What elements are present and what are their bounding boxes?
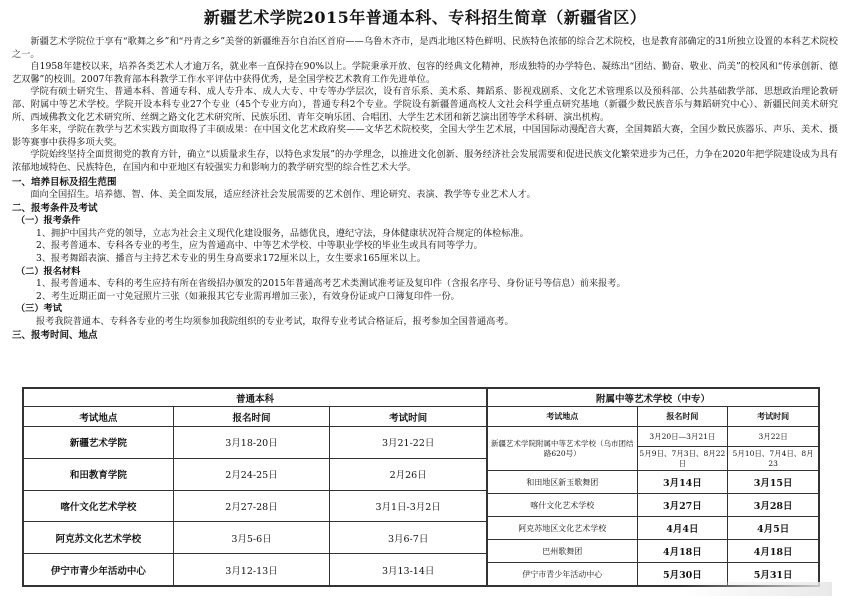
exam-date: 3月15日: [728, 471, 819, 494]
condition-1: 1、拥护中国共产党的领导，立志为社会主义现代化建设服务，品德优良，遵纪守法，身体健康状况符合规定的体检标准。: [36, 227, 529, 239]
table-row: [24, 458, 487, 490]
table-row: [488, 471, 819, 494]
registration-date: 3月5-6日: [173, 522, 330, 554]
exam-date: 4月5日: [728, 517, 819, 540]
schedule-tables: [22, 387, 820, 587]
exam-date: 3月22日: [728, 427, 819, 447]
column-header: 考试时间: [728, 407, 819, 427]
exam-place: 新疆艺术学院: [24, 427, 174, 459]
watermark-overlay: [682, 582, 832, 596]
column-header: 考试时间: [330, 407, 487, 427]
exam-place: 和田教育学院: [24, 458, 174, 490]
exam-date: 3月13-14日: [330, 554, 487, 586]
material-2: 2、考生近期正面一寸免冠照片三张（如兼报其它专业需再增加三张），有效身份证或户口簿复印件一份。: [36, 290, 460, 302]
table-row: [24, 554, 487, 586]
exam-place: 新疆艺术学院附属中等艺术学校（乌市团结路620号）: [488, 427, 638, 471]
registration-date: 5月9日、7月3日、8月22日: [637, 447, 728, 471]
section2-sub3: （三）考试: [16, 303, 62, 315]
registration-date: 2月24-25日: [173, 458, 330, 490]
registration-date: 3月12-13日: [173, 554, 330, 586]
table-row: [488, 427, 819, 447]
section3-heading: 三、报考时间、地点: [12, 330, 98, 342]
column-header: 报名时间: [637, 407, 728, 427]
page-title: 新疆艺术学院2015年普通本科、专科招生简章（新疆省区）: [203, 8, 647, 27]
section2-heading: 二、报考条件及考试: [12, 203, 98, 215]
intro-paragraph-4: 多年来，学院在教学与艺术实践方面取得了丰硕成果：在中国文化艺术政府奖——文华艺术院校奖，全国大学生艺术展，中国国际动漫配音大赛，全国舞蹈大赛，全国少数民族器乐、声乐、美术、摄影等赛事中获得多项大奖。: [12, 124, 838, 148]
section1-text: 面向全国招生。培养德、智、体、美全面发展，适应经济社会发展需要的艺术创作、理论研究、表演、教学等专业艺术人才。: [30, 188, 536, 200]
registration-date: 3月18-20日: [173, 427, 330, 459]
section2-sub2: （二）报名材料: [16, 265, 81, 277]
column-header: 报名时间: [173, 407, 330, 427]
exam-place: 和田地区新玉歌舞团: [488, 471, 638, 494]
secondary-school-schedule-table: [487, 388, 819, 586]
exam-date: 5月10日、7月4日、8月23: [728, 447, 819, 471]
registration-date: 5月30日: [637, 563, 728, 586]
registration-date: 4月4日: [637, 517, 728, 540]
exam-place: 阿克苏地区文化艺术学校: [488, 517, 638, 540]
column-header: 考试地点: [488, 407, 638, 427]
exam-place: 喀什文化艺术学校: [488, 494, 638, 517]
material-1: 1、报考普通本、专科的考生应持有所在省级招办颁发的2015年普通高考艺术类测试准考证及复印件（含报名序号、身份证号等信息）前来报考。: [36, 278, 626, 290]
registration-date: 3月27日: [637, 494, 728, 517]
table-row: [24, 490, 487, 522]
column-header: 考试地点: [24, 407, 174, 427]
exam-place: 喀什文化艺术学校: [24, 490, 174, 522]
exam-place: 伊宁市青少年活动中心: [24, 554, 174, 586]
intro-paragraph-5: 学院始终坚持全面贯彻党的教育方针，确立“以质量求生存，以特色求发展”的办学理念，以推进文化创新、服务经济社会发展需要和促进民族文化繁荣进步为己任，力争在2020年把学院建设成为具有浓郁地域特色、民族特色，在国内和中亚地区有较强实力和影响力的教学研究型的综合性艺术大学。: [12, 149, 838, 173]
table-row: [488, 494, 819, 517]
table-row: [488, 517, 819, 540]
exam-text: 报考我院普通本、专科各专业的考生均须参加我院组织的专业考试，取得专业考试合格证后，报考参加全国普通高考。: [36, 315, 514, 327]
exam-date: 3月21-22日: [330, 427, 487, 459]
condition-3: 3、报考舞蹈表演、播音与主持艺术专业的男生身高要求172厘米以上，女生要求165厘米以上。: [36, 252, 427, 264]
exam-date: 3月6-7日: [330, 522, 487, 554]
section2-sub1: （一）报考条件: [16, 215, 81, 227]
registration-date: 2月27-28日: [173, 490, 330, 522]
section1-heading: 一、培养目标及招生范围: [12, 176, 117, 188]
table-group-header: 附属中等艺术学校（中专）: [488, 389, 819, 407]
undergrad-schedule-table: [23, 388, 487, 586]
table-group-header: 普通本科: [24, 389, 487, 407]
condition-2: 2、报考普通本、专科各专业的考生，应为普通高中、中等艺术学校、中等职业学校的毕业生或具有同等学力。: [36, 240, 483, 252]
table-row: [488, 540, 819, 563]
exam-place: 巴州歌舞团: [488, 540, 638, 563]
registration-date: 3月14日: [637, 471, 728, 494]
exam-place: 伊宁市青少年活动中心: [488, 563, 638, 586]
intro-paragraph-1: 新疆艺术学院位于享有“歌舞之乡”和“丹青之乡”美誉的新疆维吾尔自治区首府——乌鲁木齐市，是西北地区特色鲜明、民族特色浓郁的综合艺术院校，也是教育部确定的31所独立设置的本科艺术院校之一。: [12, 36, 838, 60]
exam-date: 3月1日-3月2日: [330, 490, 487, 522]
exam-date: 2月26日: [330, 458, 487, 490]
registration-date: 3月20日—3月21日: [637, 427, 728, 447]
exam-date: 4月18日: [728, 540, 819, 563]
intro-paragraph-3: 学院有硕士研究生、普通本科、普通专科、成人专升本、成人大专、中专等办学层次，设有音乐系、美术系、舞蹈系、影视戏剧系、文化艺术管理系以及预科部、公共基础教学部、思想政治理论教研部、附属中等艺术学校。学院开设本科专业27个专业（45个专业方向），普通专科2个专业。学院设有新疆普通高校人文社会科学重点研究基地（新疆少数民族音乐与舞蹈研究中心）、新疆民间美术研究所、西域佛教文化艺术研究所、丝绸之路文化艺术研究所、民族乐团、青年交响乐团、合唱团、大学生艺术团和新艺演出团等学术科研、演出机构。: [12, 86, 838, 123]
registration-date: 4月18日: [637, 540, 728, 563]
intro-paragraph-2: 自1958年建校以来，培养各类艺术人才逾万名，就业率一直保持在90%以上。学院秉承开放、包容的经典文化精神，形成独特的办学特色、凝练出“团结、勤奋、敬业、尚美”的校风和“传承创新、德艺双馨”的校训。2007年教育部本科教学工作水平评估中获得优秀，是全国学校艺术教育工作先进单位。: [12, 61, 838, 85]
exam-date: 5月31日: [728, 563, 819, 586]
table-row: [24, 427, 487, 459]
exam-date: 3月28日: [728, 494, 819, 517]
table-row: [24, 522, 487, 554]
exam-place: 阿克苏文化艺术学校: [24, 522, 174, 554]
